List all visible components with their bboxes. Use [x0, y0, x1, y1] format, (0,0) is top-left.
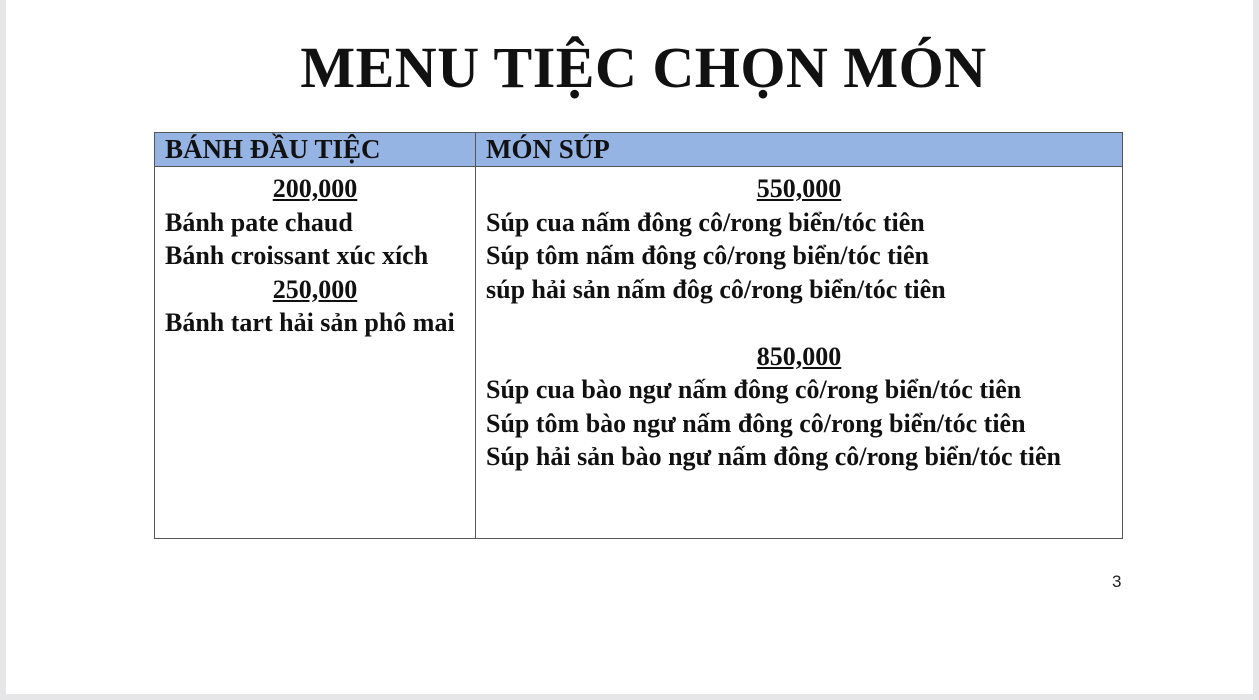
price-label: 250,000: [272, 274, 358, 304]
menu-table: [154, 132, 1123, 539]
menu-item: Súp tôm bào ngư nấm đông cô/rong biển/tóc tiên: [486, 408, 1026, 438]
price-label: 550,000: [756, 174, 842, 203]
menu-item: Bánh croissant xúc xích: [165, 241, 429, 270]
menu-item: Bánh pate chaud: [165, 207, 353, 237]
table-header-row: [155, 133, 1123, 167]
table-row: [155, 167, 1123, 539]
menu-item: Súp cua bào ngư nấm đông cô/rong biển/tóc tiên: [486, 375, 1022, 404]
document-page: [6, 0, 1253, 694]
mon-sup-cell: [476, 167, 1123, 539]
menu-item: Súp hải sản bào ngư nấm đông cô/rong biển/tóc tiên: [486, 442, 1061, 471]
banh-dau-tiec-cell: [155, 167, 476, 539]
menu-item: Bánh tart hải sản phô mai: [165, 308, 455, 337]
column-header-mon-sup: MÓN SÚP: [476, 133, 1123, 167]
menu-item: súp hải sản nấm đôg cô/rong biển/tóc tiên: [486, 274, 946, 304]
menu-title: MENU TIỆC CHỌN MÓN: [300, 35, 987, 100]
price-label: 200,000: [272, 174, 358, 203]
column-header-banh-dau-tiec: BÁNH ĐẦU TIỆC: [155, 133, 476, 167]
menu-item: Súp tôm nấm đông cô/rong biển/tóc tiên: [486, 241, 930, 270]
price-label: 850,000: [756, 341, 842, 371]
menu-item: Súp cua nấm đông cô/rong biển/tóc tiên: [486, 207, 925, 237]
spacer: [486, 306, 1112, 340]
page-number: 3: [1112, 572, 1122, 591]
